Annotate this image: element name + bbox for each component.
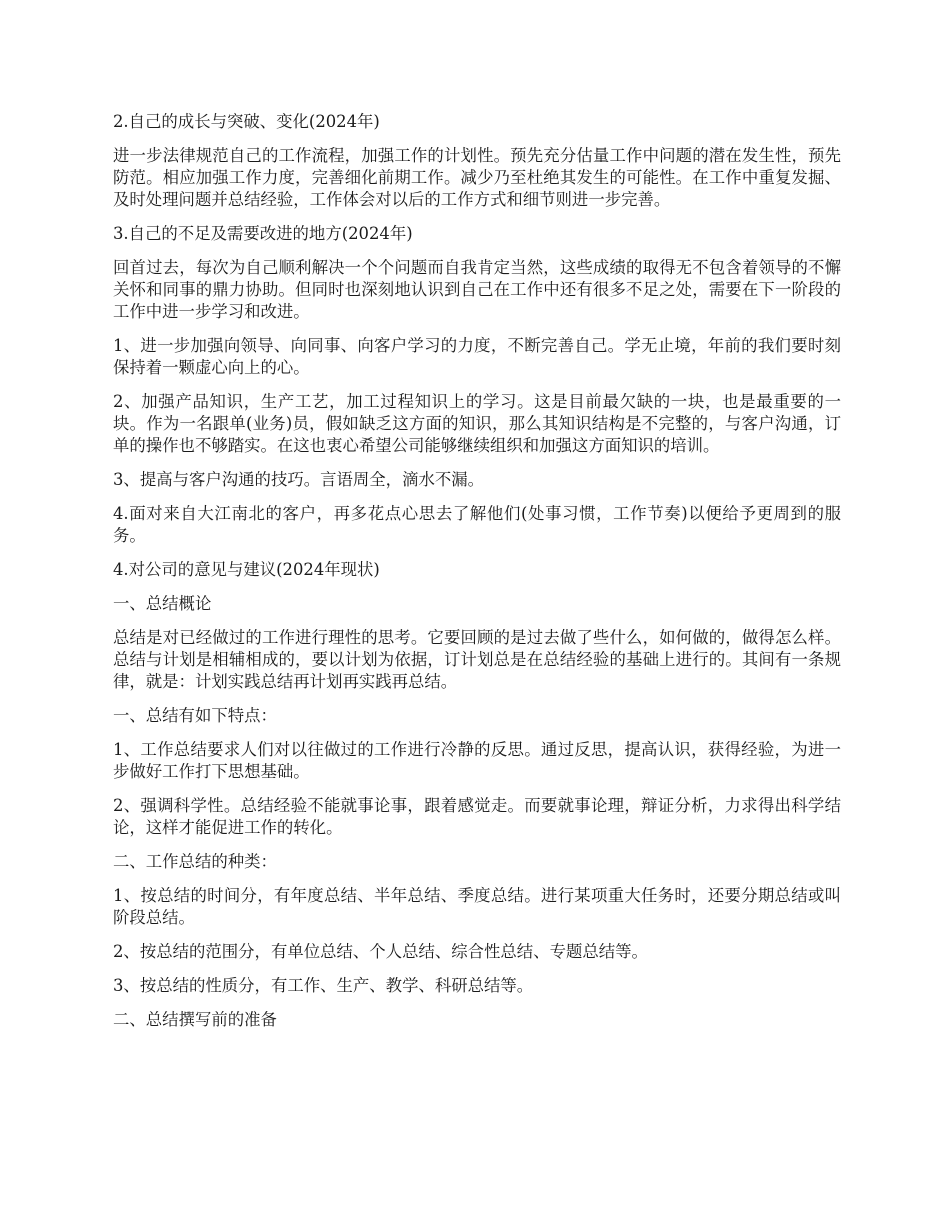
list-item-learning: 1、进一步加强向领导、向同事、向客户学习的力度，不断完善自己。学无止境，年前的我们要时刻保持着一颗虚心向上的心。	[113, 336, 841, 377]
document-page	[113, 111, 841, 1043]
heading-shortcomings: 3.自己的不足及需要改进的地方(2024年)	[113, 224, 413, 243]
list-item-by-nature: 3、按总结的性质分，有工作、生产、教学、科研总结等。	[113, 976, 534, 995]
paragraph-looking-back: 回首过去，每次为自己顺利解决一个个问题而自我肯定当然，这些成绩的取得无不包含着领导的不懈关怀和同事的鼎力协助。但同时也深刻地认识到自己在工作中还有很多不足之处，需要在下一阶段的工作中进一步学习和改进。	[113, 258, 841, 321]
heading-suggestions: 4.对公司的意见与建议(2024年现状)	[113, 560, 380, 579]
paragraph-workflow: 进一步法律规范自己的工作流程，加强工作的计划性。预先充分估量工作中问题的潜在发生性，预先防范。相应加强工作力度，完善细化前期工作。减少乃至杜绝其发生的可能性。在工作中重复发掘、及时处理问题并总结经验，工作体会对以后的工作方式和细节则进一步完善。	[113, 146, 841, 209]
heading-features: 一、总结有如下特点：	[113, 706, 277, 725]
list-item-customers: 4.面对来自大江南北的客户，再多花点心思去了解他们(处事习惯，工作节奏)以便给予更周到的服务。	[113, 504, 841, 545]
heading-overview: 一、总结概论	[113, 594, 212, 613]
list-item-scientific: 2、强调科学性。总结经验不能就事论事，跟着感觉走。而要就事论理，辩证分析，力求得出科学结论，这样才能促进工作的转化。	[113, 796, 841, 837]
heading-types: 二、工作总结的种类：	[113, 852, 277, 871]
list-item-communication: 3、提高与客户沟通的技巧。言语周全，滴水不漏。	[113, 470, 485, 489]
list-item-by-time: 1、按总结的时间分，有年度总结、半年总结、季度总结。进行某项重大任务时，还要分期总结或叫阶段总结。	[113, 886, 841, 927]
heading-growth: 2.自己的成长与突破、变化(2024年)	[113, 112, 380, 131]
list-item-reflection: 1、工作总结要求人们对以往做过的工作进行冷静的反思。通过反思，提高认识，获得经验，为进一步做好工作打下思想基础。	[113, 740, 841, 781]
list-item-by-scope: 2、按总结的范围分，有单位总结、个人总结、综合性总结、专题总结等。	[113, 942, 648, 961]
heading-preparation: 二、总结撰写前的准备	[113, 1010, 277, 1029]
paragraph-summary-definition: 总结是对已经做过的工作进行理性的思考。它要回顾的是过去做了些什么，如何做的，做得怎么样。总结与计划是相辅相成的，要以计划为依据，订计划总是在总结经验的基础上进行的。其间有一条规律，就是：计划实践总结再计划再实践再总结。	[113, 628, 841, 691]
list-item-product-knowledge: 2、加强产品知识，生产工艺，加工过程知识上的学习。这是目前最欠缺的一块，也是最重要的一块。作为一名跟单(业务)员，假如缺乏这方面的知识，那么其知识结构是不完整的，与客户沟通，订单的操作也不够踏实。在这也衷心希望公司能够继续组织和加强这方面知识的培训。	[113, 392, 841, 455]
